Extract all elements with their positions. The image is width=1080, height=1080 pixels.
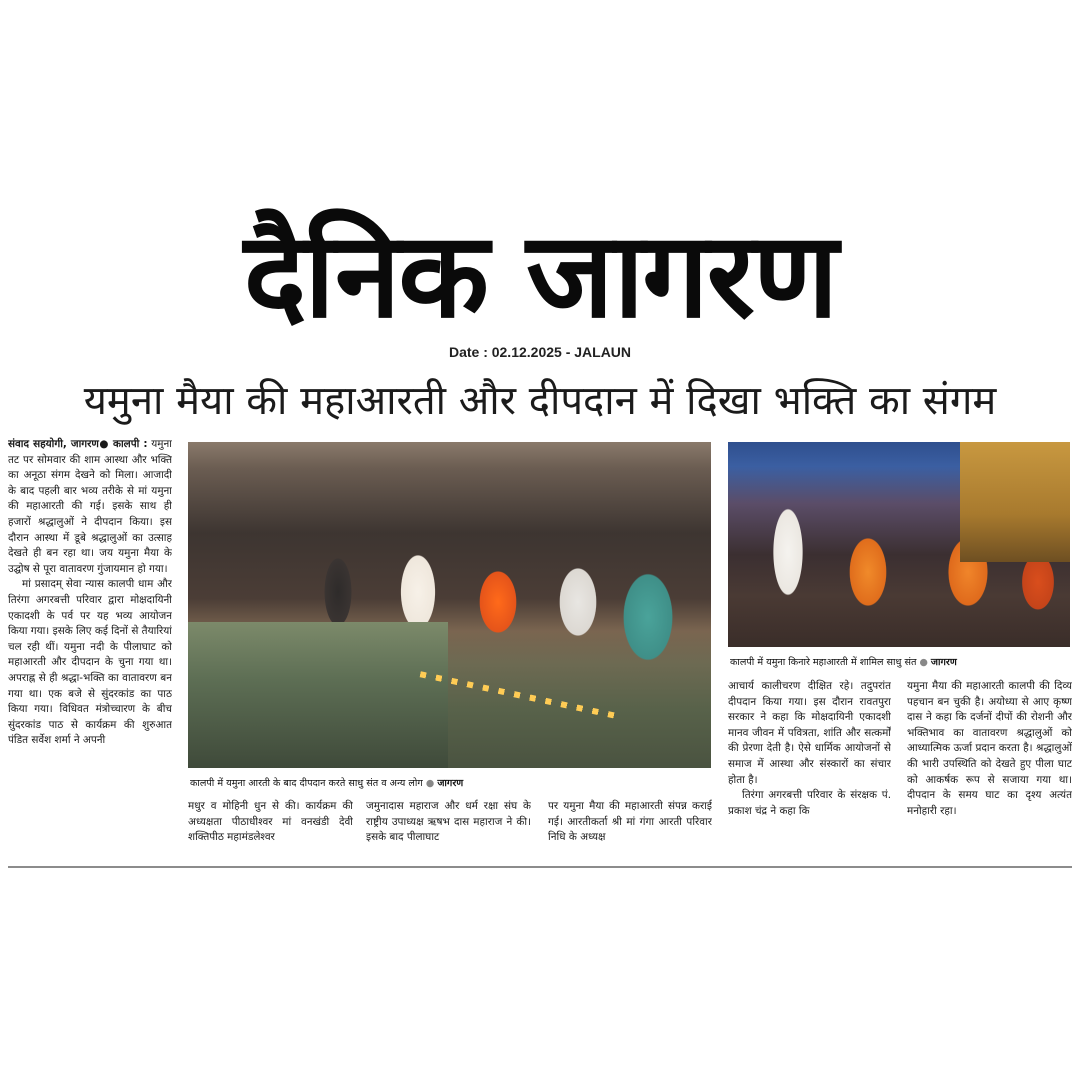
- article-column-1: [8, 437, 172, 857]
- byline: संवाद सहयोगी, जागरण● कालपी :: [8, 438, 148, 450]
- photo-deepdan-ghat: [188, 442, 711, 768]
- article-headline: यमुना मैया की महाआरती और दीपदान में दिखा भक्ति का संगम: [83, 378, 997, 424]
- column-3-text: जमुनादास महाराज और धर्म रक्षा संघ के राष्ट्रीय उपाध्यक्ष ऋषभ दास महाराज ने की। इसके बाद पीलाघाट: [366, 800, 531, 844]
- column-1-paragraph-2: मां प्रसादम् सेवा न्यास कालपी धाम और तिरंगा अगरबत्ती परिवार द्वारा मोक्षदायिनी एकादशी के पर्व पर यह भव्य आयोजन किया गया। इसके लिए कई दिनों से तैयारियां चल रही थीं। यमुना नदी के पीलाघाट को महाआरती और दीपदान के चुना गया था। अपराह्न से ही श्रद्धा-भक्ति का वातावरण बन गया था। एक बजे से सुंदरकांड का पाठ किया गया। विधिवत मंत्रोच्चारण के बीच सुंदरकांड पाठ से कार्यक्रम की शुरुआत पंडित सर्वेश शर्मा ने अपनी: [8, 578, 172, 747]
- photo-credit: जागरण: [930, 657, 957, 668]
- caption-separator: ●: [919, 657, 928, 668]
- article-column-4: [548, 799, 712, 857]
- caption-separator: ●: [425, 778, 435, 789]
- article-column-5: [728, 679, 891, 859]
- newspaper-masthead: दैनिक जागरण: [243, 206, 837, 344]
- column-4-text: पर यमुना मैया की महाआरती संपन्न कराई गई। आरतीकर्ता श्री मां गंगा आरती परिवार निधि के अध्यक्ष: [548, 800, 712, 844]
- photo-mahaarti-saints: [728, 442, 1070, 647]
- photo-1-caption: [190, 776, 463, 789]
- photo-credit: जागरण: [437, 778, 464, 789]
- photo-1-caption-text: कालपी में यमुना आरती के बाद दीपदान करते साधु संत व अन्य लोग: [190, 778, 423, 789]
- column-2-text: मधुर व मोहिनी धुन से की। कार्यक्रम की अध्यक्षता पीठाधीश्वर मां वनखंडी देवी शक्तिपीठ महामंडलेश्वर: [188, 800, 353, 844]
- photo-2-caption-text: कालपी में यमुना किनारे महाआरती में शामिल साधु संत: [730, 657, 917, 668]
- article-column-6: [907, 679, 1072, 859]
- article-column-3: [366, 799, 531, 857]
- temple-background: [960, 442, 1070, 562]
- column-1-paragraph-1: [8, 437, 172, 577]
- article-column-2: [188, 799, 353, 857]
- bottom-divider: [8, 866, 1072, 868]
- date-line: Date : 02.12.2025 - JALAUN: [448, 344, 632, 360]
- column-1-text-1: यमुना तट पर सोमवार की शाम आस्था और भक्ति का अनूठा संगम देखने को मिला। आजादी के बाद पहली बार भव्य तरीके से मां यमुना की महाआरती की गई। इसके साथ ही हजारों श्रद्धालुओं ने दीपदान किया। इस दौरान आस्था में डूबे श्रद्धालुओं का उत्साह देखते ही बन रहा था। जय यमुना मैया के उद्घोष से पूरा वातावरण गुंजायमान हो गया।: [8, 438, 172, 575]
- column-5-paragraph-2: तिरंगा अगरबत्ती परिवार के संरक्षक पं. प्रकाश चंद्र ने कहा कि: [728, 789, 891, 817]
- column-6-text: यमुना मैया की महाआरती कालपी की दिव्य पहचान बन चुकी है। अयोध्या से आए कृष्ण दास ने कहा कि दर्जनों दीपों की रोशनी और भक्तिभाव का वातावरण श्रद्धालुओं को आध्यात्मिक ऊर्जा प्रदान करता है। श्रद्धालुओं की भारी उपस्थिति को देखते हुए पीला घाट को आकर्षक रूप से सजाया गया था। दीपदान के समय घाट का दृश्य अत्यंत मनोहारी रहा।: [907, 680, 1072, 817]
- floating-lamps: [420, 671, 617, 718]
- river-water: [188, 622, 448, 768]
- photo-2-caption: [730, 655, 957, 668]
- column-5-paragraph-1: आचार्य कालीचरण दीक्षित रहे। तदुपरांत दीपदान किया गया। इस दौरान रावतपुरा सरकार ने कहा कि मोक्षदायिनी एकादशी मानव जीवन में पवित्रता, शांति और सत्कर्मों की प्रेरणा देती है। ऐसे धार्मिक आयोजनों से समाज में आस्था और संस्कारों का संचार होता है।: [728, 680, 891, 786]
